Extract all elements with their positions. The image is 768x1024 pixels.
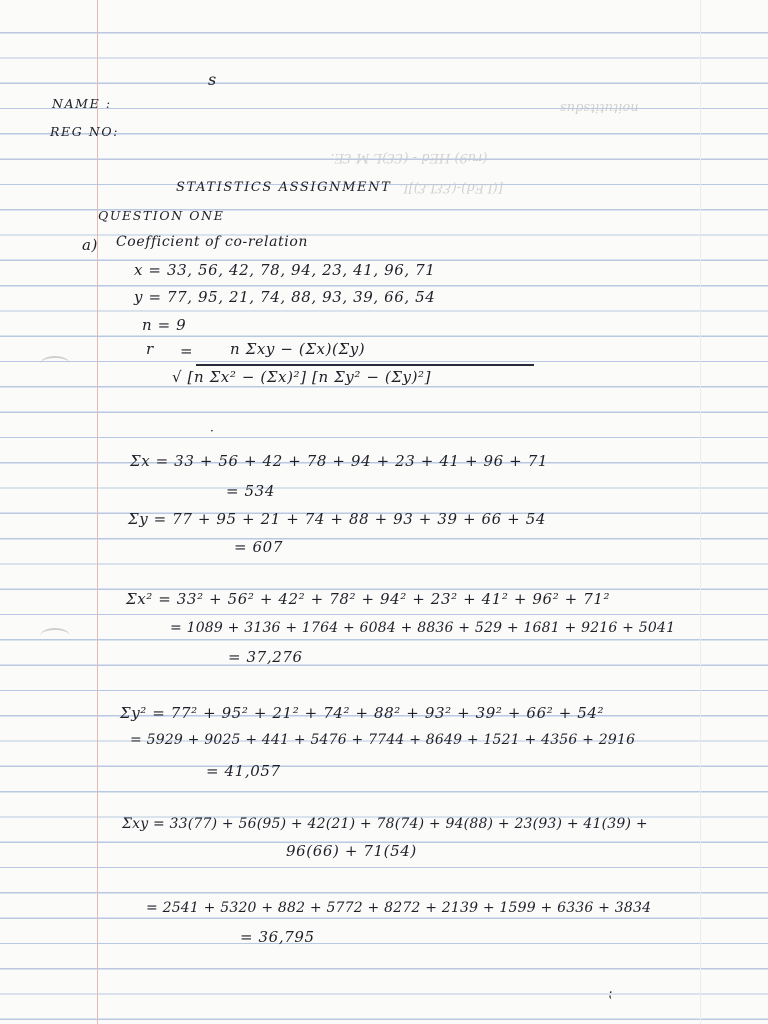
r-equals: = bbox=[180, 342, 194, 360]
reg-no-label: REG NO: bbox=[50, 124, 120, 139]
r-numerator: n Σxy − (Σx)(Σy) bbox=[230, 340, 366, 358]
r-label: r bbox=[146, 340, 154, 358]
bleed-through: (ru9) HEd - (ƐƐ)L M ƐE: bbox=[330, 150, 488, 165]
sum-x2-result: = 37,276 bbox=[228, 648, 303, 666]
stray-dot: · bbox=[210, 424, 215, 438]
x-values: x = 33, 56, 42, 78, 94, 23, 41, 96, 71 bbox=[134, 261, 436, 279]
bleed-through: noitutitsdus bbox=[560, 100, 639, 115]
sum-y2-result: = 41,057 bbox=[206, 762, 281, 780]
sum-x-line: Σx = 33 + 56 + 42 + 78 + 94 + 23 + 41 + 96 + 71 bbox=[130, 452, 548, 470]
sum-y-result: = 607 bbox=[234, 538, 283, 556]
sum-x2-expanded: = 1089 + 3136 + 1764 + 6084 + 8836 + 529 + 1681 + 9216 + 5041 bbox=[170, 620, 676, 636]
sum-y2-line: Σy² = 77² + 95² + 21² + 74² + 88² + 93² + 39² + 66² + 54² bbox=[120, 704, 605, 722]
part-heading: Coefficient of co-relation bbox=[116, 234, 308, 250]
bleed-through: [(LEd)-(ƐƐLƐ)]L bbox=[400, 180, 503, 195]
y-values: y = 77, 95, 21, 74, 88, 93, 39, 66, 54 bbox=[134, 288, 436, 306]
sum-xy-result: = 36,795 bbox=[240, 928, 315, 946]
fraction-bar bbox=[196, 364, 534, 366]
sum-x2-line: Σx² = 33² + 56² + 42² + 78² + 94² + 23² + 41² + 96² + 71² bbox=[126, 590, 611, 608]
page-title: STATISTICS ASSIGNMENT bbox=[176, 180, 392, 195]
stray-mark: ⁏ bbox=[608, 986, 613, 1001]
sum-x-result: = 534 bbox=[226, 482, 275, 500]
n-value: n = 9 bbox=[142, 316, 187, 334]
name-label: NAME : bbox=[52, 96, 112, 111]
question-heading: QUESTION ONE bbox=[98, 208, 225, 223]
faint-right-line bbox=[700, 0, 701, 1024]
page-mark: s bbox=[208, 70, 217, 89]
sum-xy-line1: Σxy = 33(77) + 56(95) + 42(21) + 78(74) + 94(88) + 23(93) + 41(39) + bbox=[122, 816, 648, 832]
sum-y2-expanded: = 5929 + 9025 + 441 + 5476 + 7744 + 8649 + 1521 + 4356 + 2916 bbox=[130, 732, 636, 748]
sum-xy-line2: 96(66) + 71(54) bbox=[286, 842, 417, 860]
punch-hole-mark bbox=[40, 356, 70, 372]
punch-hole-mark bbox=[40, 628, 70, 644]
sum-xy-expanded: = 2541 + 5320 + 882 + 5772 + 8272 + 2139 + 1599 + 6336 + 3834 bbox=[146, 900, 652, 916]
part-label: a) bbox=[82, 236, 98, 254]
r-denominator: √ [n Σx² − (Σx)²] [n Σy² − (Σy)²] bbox=[172, 368, 432, 386]
sum-y-line: Σy = 77 + 95 + 21 + 74 + 88 + 93 + 39 + 66 + 54 bbox=[128, 510, 547, 528]
margin-line bbox=[97, 0, 98, 1024]
